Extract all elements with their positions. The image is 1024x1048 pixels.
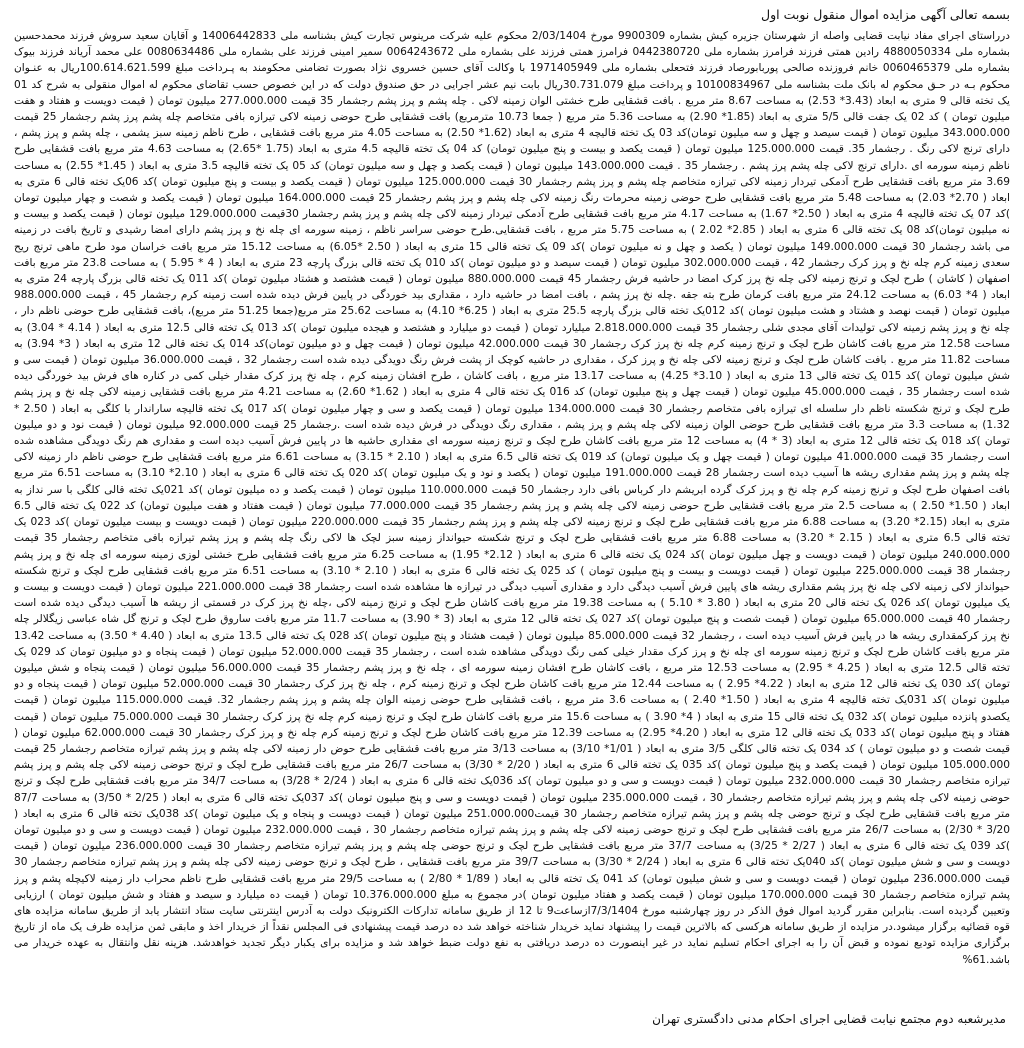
notice-title: بسمه تعالی آگهی مزایده اموال منقول نوبت اول — [761, 7, 1010, 22]
notice-body: درراستای اجرای مفاد نیابت قضایی واصله از شهرستان جزیره کیش بشماره 9900309 مورخ 2/03/1404 محکوم علیه شرکت مرینوس تجارت کیش بشناسه ملی 14006442833 و آقایان سعید سروش فرزند محمدحسین بشماره ملی 4880050334 رادین همتی فرزند فرامرز بشماره ملی 0442380720 فرامرز همتی فرزند علی بشماره ملی 0064243672 سمیر امینی فرزند علی بشماره ملی 0080634486 علی محمد آریاند فرزند بیوک بشماره ملی 0060465379 خانم فروزنده صالحی پوربابورصاد فرزند فتحعلی بشماره ملی 1971405949 با وکالت آقای حسین خسروی نژاد بصورت تضامنی محکومند به پـرداخت مبلغ 100.614.621.599ریال به عنـوان محکوم بـه در حـق محکوم له بانک ملت بشناسه ملی 10100834967 و پرداخت مبلغ 30.731.079ریال بابت نیم عشر اجرایی در حق صندوق دولت که در این خصوص حسب تقاضای محکوم له اموال منقولی به شرح کد 01 یک تخته قالی 9 متری به ابعاد (3.43* 2.53) به مساحت 8.67 متر مربع . بافت قشقایی طرح خشتی الوان زمینه لاکی . چله پشم و پرز پشم رجشمار 35 قیمت 277.000.000 میلیون تومان ( قیمت دویست و هفتاد و هفت میلیون تومان ) کد 02 یک جفت قالی 5/5 متری به ابعاد (1.85* 2.90) به مساحت 5.36 متر مربع ( جمعا 10.73 مترمربع) بافت قشقایی طرح حوضی زمینه لاکی تیرازه بافی متخاصم چله پشم پرز پشم رجشمار 25 قیمت 343.000.000 میلیون تومان ( قیمت سیصد و چهل و سه میلیون تومان)کد 03 یک تخته قالیچه 4 متری به ابعاد (1.62* 2.50) به مساحت 4.05 متر مربع بافت قشقایی ، طرح ناظم زمینه سبز یشمی ، چله پشم و پرز پشم ، دارای ترنج لاکی رنگ . رجشمار 35. قیمت 125.000.000 میلیون تومان ( قیمت یکصد و بیست و پنج میلیون تومان) کد 04 یک تخته قالیچه 4.5 متری به ابعاد (1.75 *2.65) به مساحت 4.63 متر مربع بافت قشقایی طرح ناظم زمینه سورمه ای .دارای ترنج لاکی چله پشم پرز پشم . رجشمار 35 . قیمت 143.000.000 میلیون تومان ( قیمت یکصد و چهل و سه میلیون تومان) کد 05 یک تخته قالیچه 3.5 متری به ابعاد ( 1.45* 2.55) به مساحت 3.69 متر مربع بافت قشقایی طرح آدمکی تیردار زمینه لاکی تیرازه متخاصم چله پشم و پرز پشم رجشمار 30 قیمت 125.000.000 میلیون تومان ( قیمت یکصد و بیست و پنج میلیون تومان )کد 06یک تخته قالی 6 متری به ابعاد ( 2.70* 2.03) به مساحت 5.48 متر مربع بافت قشقایی طرح حوضی زمینه محرمات رنگ زمینه لاکی چله پشم و پرز پشم رجشمار 25 قیمت 164.000.000 میلیون تومان ( قیمت یکصد و شصت و چهار میلیون تومان )کد 07 یک تخته قالیچه 4 متری به ابعاد ( 2.50* 1.67) به مساحت 4.17 متر مربع بافت قشقایی طرح آدمکی تیردار زمینه لاکی چله پشم و پرز پشم رجشمار 30قیمت 129.000.000 میلیون تومان ( قیمت یکصد و بیست و نه میلیون تومان)کد 08 یک تخته قالی 6 متری به ابعاد ( 2.85* 2.02 ) به مساحت 5.75 متر مربع ، بافت قشقایی.طرح حوضی سراسر ناظم ، زمینه سورمه ای چله نخ و پرز پشم دارای امضا رشیدی و تاریخ بافت در زمینه می باشد رجشمار 30 قیمت 149.000.000 میلیون تومان ( یکصد و چهل و نه میلیون تومان )کد 09 یک تخته قالی 15 متری به ابعاد ( 2.50 *6.05) به مساحت 15.12 متر مربع بافت خراسان مود طرح ماهی ترنج ریح سعدی زمینه کرم چله نخ و پرز کرک رجشمار 42 ، قیمت 302.000.000 میلیون تومان ( قیمت سیصد و دو میلیون تومان )کد 010 یک تخته قالی بزرگ پارچه 23 متری به ابعاد ( 4 * 5.95 ) به مساحت 23.8 متر مربع بافت اصفهان ( کاشان ) طرح لچک و ترنج زمینه لاکی چله نخ پرز کرک امضا در حاشیه فرش رجشمار 45 قیمت 880.000.000 میلیون تومان ( قیمت هشتصد و هشتاد میلیون تومان )کد 011 یک تخته قالی بزرگ پارچه 24 متری به ابعاد ( 4* 6.03) به مساحت 24.12 متر مربع بافت کرمان طرح بته جقه .چله نخ پرز پشم ، بافت امضا در حاشیه دارد ، مقداری بید خوردگی در پایین فرش دیده شده است زمینه کرم رجشمار 45 ، قیمت 988.000.000 میلیون تومان ( قیمت نهصد و هشتاد و هشت میلیون تومان )کد 012یک تخته قالی بزرگ پارچه 25.5 متری به ابعاد ( 6.25* 4.10) به مساحت 25.62 متر مربع(جمعا 51.25 متر مربع)، بافت قشقایی طرح حوضی ناظم دار ، چله نخ و پرز پشم زمینه لاکی تولیدات آقای مجدی شلی رجشمار 35 قیمت 2.818.000.000 میلیارد تومان ( قیمت دو میلیارد و هشتصد و هیجده میلیون تومان )کد 013 یک تخته قالی 12.5 متری به ابعاد ( 4.14 * 3.04) به مساحت 12.58 متر مربع بافت کاشان طرح لچک و ترنج زمینه کرم چله نخ پرز کرک رجشمار 30 قیمت 42.000.000 میلیون تومان ( قیمت چهل و دو میلیون تومان)کد 014 یک تخته قالی 12 متری به ابعاد ( 3* 3.94) به مساحت 11.82 متر مربع . بافت کاشان طرح لچک و ترنج زمینه لاکی چله نخ و پرز کرک ، مقداری در حاشیه کوچک از پشت فرش رنگ دویدگی دیده شده است رجشمار 32 ، قیمت 36.000.000 میلیون تومان ( قیمت سی و شش میلیون تومان )کد 015 یک تخته قالی 13 متری به ابعاد ( 3.10* 4.25) به مساحت 13.17 متر مربع ، بافت کاشان ، طرح افشان زمینه کرم ، چله نخ پرز کرک مقدار خیلی کمی در کناره های فرش بید خوردگی دیده شده است رجشمار 35 ، قیمت 45.000.000 میلیون تومان ( قیمت چهل و پنج میلیون تومان) کد 016 یک تخته قالی 4 متری به ابعاد ( 1.62* 2.60) به مساحت 4.21 متر مربع بافت قشقایی زمینه لاکی چله نخ و پرز پشم طرح لچک و ترنج شکسته ناظم دار سلسله ای تیرازه بافی متخاصم رجشمار 30 قیمت 134.000.000 میلیون تومان ( قیمت یکصد و سی و چهار میلیون تومان )کد 017 یک تخته قالیچه ساراندار با کلگی به ابعاد ( 2.50 * 1.32) به مساحت 3.3 متر مربع بافت قشقایی طرح حوضی الوان زمینه لاکی چله پشم و پرز پشم ، مقداری رنگ دویدگی در فرش دیده شده است .رجشمار 25 قیمت 92.000.000 میلیون تومان ( قیمت نود و دو میلیون تومان )کد 018 یک تخته قالی 12 متری به ابعاد (3 * 4) به مساحت 12 متر مربع بافت کاشان طرح لچک و ترنج زمینه سورمه ای مقداری حاشیه ها در پایین فرش آسیب دیده است و مقداری هم رنگ دویدگی مشاهده شده است رجشمار 35 قیمت 41.000.000 میلیون تومان ( قیمت چهل و یک میلیون تومان) کد 019 یک تخته قالی 6.5 متری به ابعاد ( 2.10 * 3.15) به مساحت 6.61 متر مربع بافت قشقایی طرح حوضی ناظم دار زمینه لاکی چله پشم و پرز پشم مقداری ریشه ها آسیب دیده است رجشمار 28 قیمت 191.000.000 میلیون تومان ( یکصد و نود و یک میلیون تومان )کد 020 یک تخته قالی 6 متری به ابعاد ( 2.10* 3.10) به مساحت 6.51 متر مربع بافت اصفهان طرح لچک و ترنج زمینه کرم چله نخ و پرز کرک گرده ابریشم دار کرباس بافی دارد رجشمار 50 قیمت 110.000.000 میلیون تومان ( قیمت یکصد و ده میلیون تومان )کد 021یک تخته قالی کلگی با سر نداز به ابعاد ( 1.50* 2.50 ) به مساحت 2.5 متر مربع بافت قشقایی طرح حوضی زمینه لاکی چله پشم و پرز پشم رجشمار 35 قیمت 77.000.000 میلیون تومان ( قیمت هفتاد و هفت میلیون تومان) کد 022 یک تخته قالی 6.5 متری به ابعاد (2.15* 3.20) به مساحت 6.88 متر مربع بافت قشقایی طرح لچک و ترنج زمینه لاکی چله پشم و پرز پشم رجشمار 35 قیمت 220.000.000 میلیون تومان ( قیمت دویست و بیست میلیون تومان )کد 023 یک تخته قالی 6.5 متری به ابعاد ( 2.15 * 3.20) به مساحت 6.88 متر مربع بافت قشقایی طرح لچک و ترنج شکسته حیوانداز زمینه سبز لچک ها لاکی رنگ چله پشم و پرز پشم تیرازه بافی متخاصم رجشمار 35 قیمت 240.000.000 میلیون تومان ( قیمت دویست و چهل میلیون تومان )کد 024 یک تخته قالی 6 متری به ابعاد ( 2.12* 1.95) به مساحت 6.25 متر مربع بافت قشقایی طرح خشتی لوزی زمینه سورمه ای چله نخ و پرز پشم رجشمار 38 قیمت 225.000.000 میلیون تومان ( قیمت دویست و بیست و پنج میلیون تومان ) کد 025 یک تخته قالی 6 متری به ابعاد ( 2.10 * 3.10) به مساحت 6.51 متر مربع بافت قشقایی طرح لچک و ترنج شکسته حیوانداز لاکی زمینه لاکی چله نخ پرز پشم مقداری ریشه های پایین فرش آسیب دیدگی دارد و مقداری آسیب دیدگی در تیرازه ها مشاهده شده است رجشمار 38 قیمت 221.000.000 میلیون تومان ( قیمت دویست و بیست و یک میلیون تومان )کد 026 یک تخته قالی 20 متری به ابعاد ( 3.80 * 5.10 ) به مساحت 19.38 متر مربع بافت کاشان طرح لچک و ترنج زمینه لاکی ،چله نخ پرز کرک در قسمتی از ریشه ها آسیب دیدگی دیده شده است رجشمار 40 قیمت 65.000.000 میلیون تومان ( قیمت شصت و پنج میلیون تومان )کد 027 یک تخته قالی 12 متری به ابعاد (3 * 3.90) به مساحت 11.7 متر مربع بافت ساروق طرح لچک و ترنج گل شاه عباسی زیگلالر چله نخ پرز کرکمقداری ریشه ها در پایین فرش آسیب دیده است ، رجشمار 32 قیمت 85.000.000 میلیون تومان ( قیمت هشتاد و پنج میلیون تومان )کد 028 یک تخته قالی 13.5 متری به ابعاد ( 4.40 * 3.50) به مساحت 13.42 متر مربع بافت کاشان طرح لچک و ترنج زمینه سورمه ای چله نخ و پرز کرک مقدار خیلی کمی رنگ دویدگی مشاهده شده است ، رجشمار 35 قیمت 52.000.000 میلیون تومان ( قیمت پنجاه و دو میلیون تومان کد 029 یک تخته قالی 12.5 متری به ابعاد ( 4.25 * 2.95) به مساحت 12.53 متر مربع ، بافت کاشان طرح افشان زمینه سورمه ای ، چله نخ و پرز پشم رجشمار 35 قیمت 56.000.000 میلیون تومان ( قیمت پنجاه و شش میلیون تومان )کد 030 یک تخته قالی 12 متری به ابعاد ( 4.22* 2.95 ) به مساحت 12.44 متر مربع بافت کاشان طرح لچک و ترنج زمینه کرم ، چله نخ پرز کرک رجشمار 30 قیمت 52.000.000 میلیون تومان ( قیمت پنجاه و دو میلیون تومان )کد 031یک تخته قالیچه 4 متری به ابعاد ( 1.50* 2.40 ) به مساحت 3.6 متر مربع ، بافت قشقایی طرح حوضی زمینه الوان چله پشم و پرز پشم رجشمار 32. قیمت 115.000.000 میلیون تومان ( قیمت یکصدو پانزده میلیون تومان )کد 032 یک تخته قالی 15 متری به ابعاد ( 4* 3.90 ) به مساحت 15.6 متر مربع بافت کاشان طرح لچک و ترنج زمینه کرم چله نخ پرز کرک رجشمار 30 قیمت 75.000.000 میلیون تومان ( قیمت هفتاد و پنج میلیون تومان )کد 033 یک تخته قالی 12 متری به ابعاد ( 4.20* 2.95) به مساحت 12.39 متر مربع بافت کاشان طرح لچک و ترنج زمینه کرم چله نخ و پرز کرک رجشمار 30 قیمت 62.000.000 میلیون تومان ( قیمت شصت و دو میلیون تومان ) کد 034 یک تخته قالی کلگی 3/5 متری به ابعاد ( 1/01* 3/10) به مساحت 3/13 متر مربع بافت قشقایی طرح حوض دار زمینه لاکی چله پشم و پرز پشم تیرازه متخاصم رجشمار 25 قیمت 105.000.000 میلیون تومان ( قیمت یکصد و پنج میلیون تومان )کد 035 یک تخته قالی 6 متری به ابعاد ( 2/20 * 3/30) به مساحت 26/7 متر مربع بافت قشقایی طرح لچک و ترنج حوضی زمینه لاکی چله پشم و پرز پشم تیرازه متخاصم رجشمار 30 قیمت 232.000.000 میلیون تومان ( قیمت دویست و سی و دو میلیون تومان )کد 036یک تخته قالی 6 متری به ابعاد ( 2/24 * 3/28) به مساحت 34/7 متر مربع بافت قشقایی طرح لچک و ترنج حوضی زمینه لاکی چله پشم و پرز پشم تیرازه متخاصم رجشمار 30 ، قیمت 235.000.000 میلیون تومان ( قیمت دویست و سی و پنج میلیون تومان )کد 037یک تخته قالی 6 متری به ابعاد ( 2/25 * 3/50) به مساحت 87/7 متر مربع بافت قشقایی طرح لچک و ترنج حوضی چله پشم و پرز پشم تیرازه متخاصم رجشمار 30 قیمت251.000.000 میلیون تومان ( قیمت دویست و پنجاه و یک میلیون تومان )کد 038یک تخته قالی 6 متری به ابعاد ( 3/20 * 2/30) به مساحت 26/7 متر مربع بافت قشقایی طرح لچک و ترنج حوضی زمینه لاکی چله پشم و پرز پشم تیرازه متخاصم رجشمار 30 ، قیمت 232.000.000 میلیون تومان ( قیمت دویست و سی و دو میلیون تومان )کد 039 یک تخته قالی 6 متری به ابعاد ( 2/27 * 3/25) به مساحت 37/7 متر مربع بافت قشقایی طرح لچک و ترنج حوضی چله پشم و پرز پشم تیرازه متخاصم رجشمار 30 قیمت 236.000.000 میلیون تومان ( قیمت دویست و سی و شش میلیون تومان )کد 040یک تخته قالی 6 متری به ابعاد ( 2/24 * 3/30) به مساحت 39/7 متر مربع بافت قشقایی ، طرح لچک و ترنج حوضی زمینه لاکی چله پشم و پرز پشم تیرازه متخاصم رجشمار 30 قیمت 236.000.000 میلیون تومان ( قیمت دویست و سی و شش میلیون تومان) کد 041 یک تخته قالی به ابعاد ( 1/89 * 2/80 ) به مساحت 29/5 متر مربع بافت قشقایی طرح ناظم محراب دار زمینه لاکیچله پشم و پرز پشم تیرازه متخاصم رجشمار 30 قیمت 170.000.000 میلیون تومان ( قیمت یکصد و هفتاد میلیون تومان )در مجموع به مبلغ 10.376.000.000 تومان ( قیمت ده میلیارد و سیصد و هفتاد و شش میلیون تومان ) ارزیابی وتعیین گردیده است. بنابراین مقرر گردید اموال فوق الذکر در روز چهارشنبه مورخ 7/3/1404ازساعت9 تا 12 از طریق سامانه تدارکات الکترونیک دولت به آدرس اینترنتی سایت ستاد انتشار یابد از طریق سامانه مزایده های قوه قضائیه برگزار میشود.در مزایده از طریق سامانه هرکسی که بالاترین قیمت را پیشنهاد نماید خریدار شناخته خواهد شد ده درصد قیمت پیشنهادی فی المجلس نقداً از خریدار اخذ و مابقی ثمن مزایده ظرف یک ماه از تاریخ برگزاری مزایده تودیع نموده و قبض آن را به اجرای احکام تسلیم نماید در غیر اینصورت ده درصد دریافتی به نفع دولت ضبط خواهد شد و مزایده برای یکبار دیگر تجدید خواهدشد. هزینه نقل وانتقال به عهده خریدار می باشد.61% — [14, 30, 1010, 966]
notice-signature: مدیرشعبه دوم مجتمع نیابت قضایی اجرای احکام مدنی دادگستری تهران — [652, 1012, 1006, 1026]
